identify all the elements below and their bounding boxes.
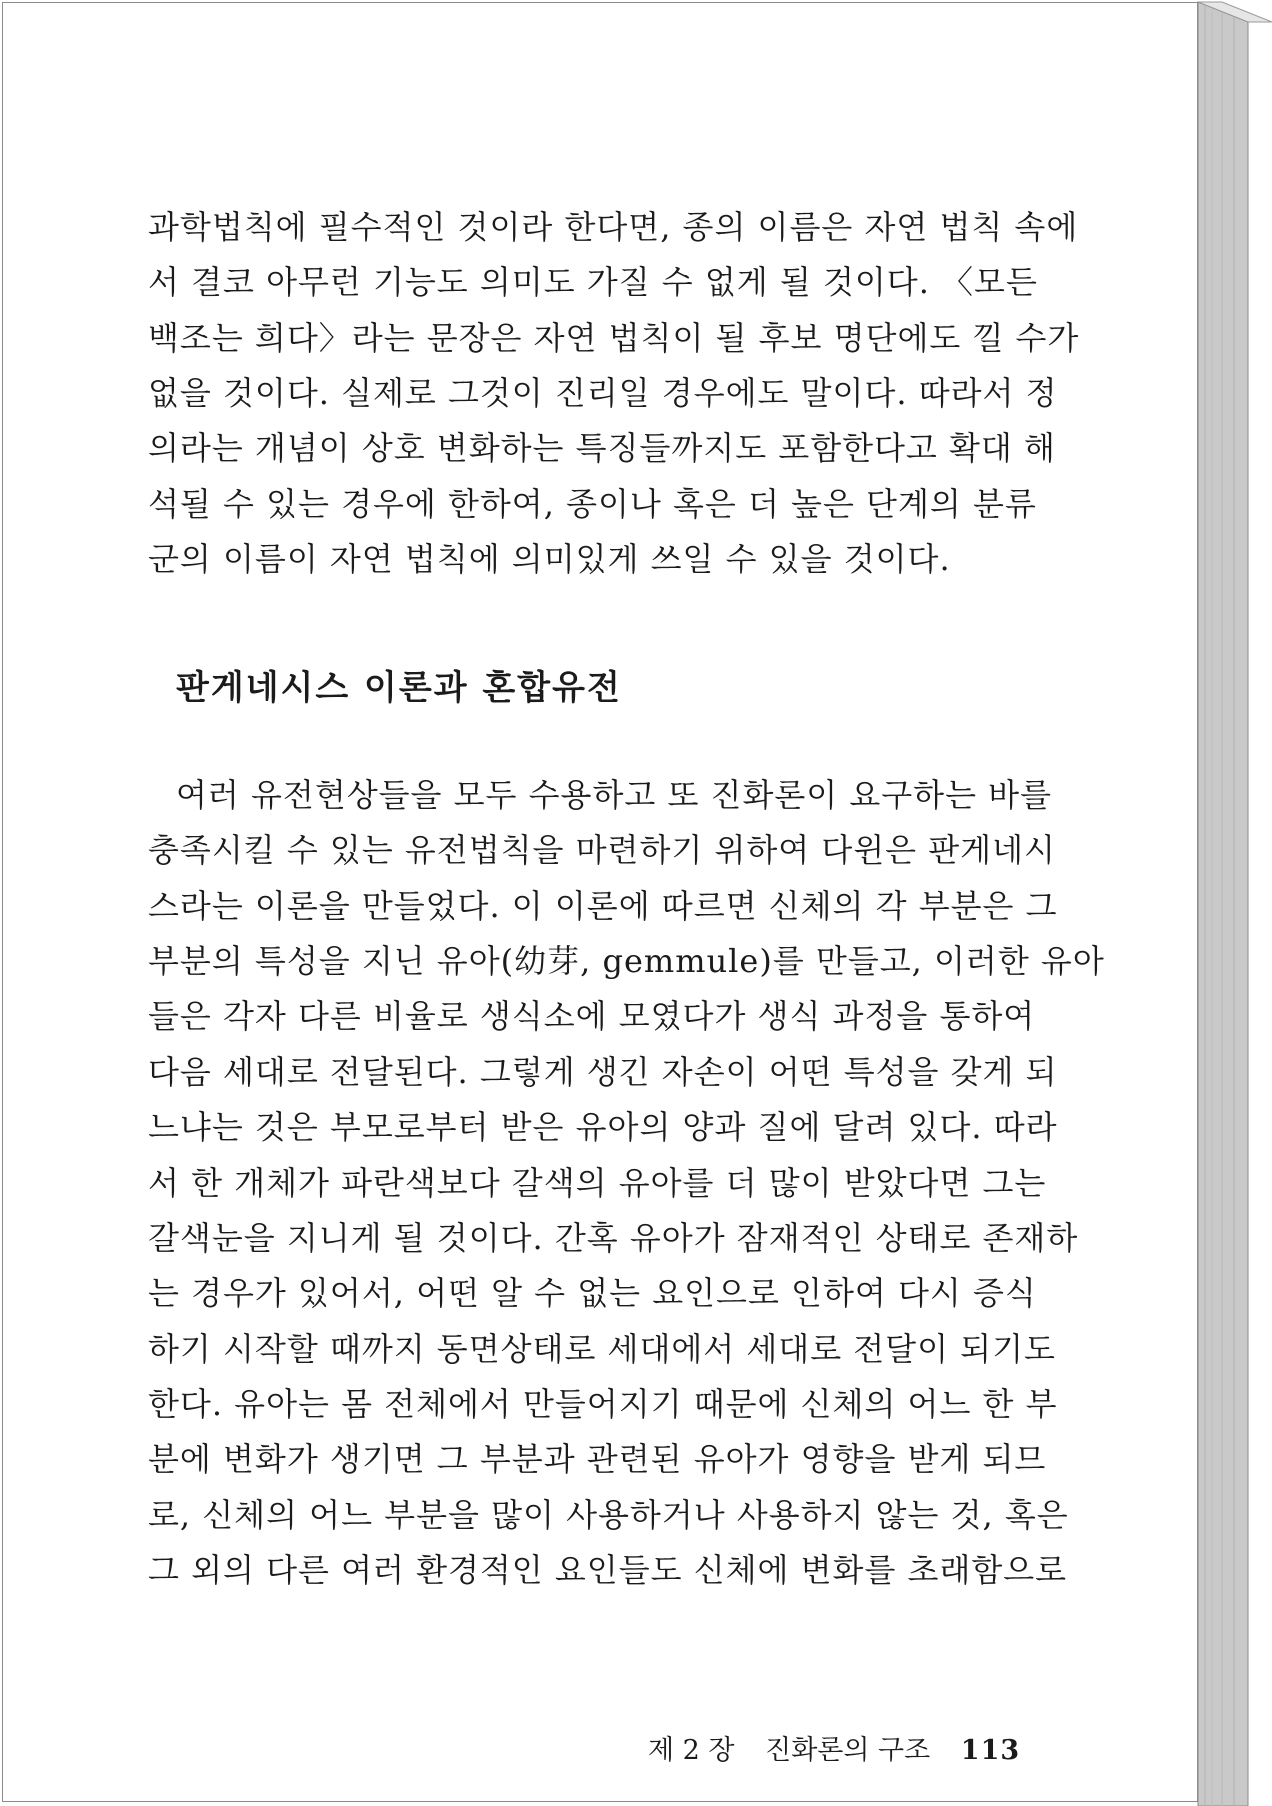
text-line: 의라는 개념이 상호 변화하는 특징들까지도 포함한다고 확대 해 — [148, 429, 1056, 468]
text-line: 서 한 개체가 파란색보다 갈색의 유아를 더 많이 받았다면 그는 — [148, 1163, 1047, 1202]
paragraph-continued — [148, 200, 1080, 588]
text-line: 그 외의 다른 여러 환경적인 요인들도 신체에 변화를 초래함으로 — [148, 1551, 1068, 1590]
section-body — [148, 768, 1105, 1598]
text-line: 백조는 희다〉라는 문장은 자연 법칙이 될 후보 명단에도 낄 수가 — [148, 318, 1080, 357]
chapter-label: 제 2 장 — [648, 1735, 735, 1766]
text-line: 서 결코 아무런 기능도 의미도 가질 수 없게 될 것이다. 〈모든 — [148, 263, 1038, 302]
text-line: 석될 수 있는 경우에 한하여, 종이나 혹은 더 높은 단계의 분류 — [148, 484, 1037, 523]
section-heading: 판게네시스 이론과 혼합유전 — [176, 668, 622, 708]
text-line: 과학법칙에 필수적인 것이라 한다면, 종의 이름은 자연 법칙 속에 — [148, 208, 1079, 246]
text-line: 로, 신체의 어느 부분을 많이 사용하거나 사용하지 않는 것, 혹은 — [148, 1495, 1069, 1534]
text-line: 부분의 특성을 지닌 유아(幼芽, gemmule)를 만들고, 이러한 유아 — [148, 942, 1105, 981]
text-line: 분에 변화가 생기면 그 부분과 관련된 유아가 영향을 받게 되므 — [148, 1440, 1047, 1479]
text-line: 다음 세대로 전달된다. 그렇게 생긴 자손이 어떤 특성을 갖게 되 — [148, 1052, 1058, 1091]
text-line: 하기 시작할 때까지 동면상태로 세대에서 세대로 전달이 되기도 — [148, 1329, 1056, 1368]
text-line: 여러 유전현상들을 모두 수용하고 또 진화론이 요구하는 바를 — [176, 776, 1053, 814]
text-line: 갈색눈을 지니게 될 것이다. 간혹 유아가 잠재적인 상태로 존재하 — [148, 1218, 1079, 1257]
text-line: 느냐는 것은 부모로부터 받은 유아의 양과 질에 달려 있다. 따라 — [148, 1108, 1058, 1147]
text-line: 충족시킬 수 있는 유전법칙을 마련하기 위하여 다윈은 판게네시 — [148, 831, 1056, 870]
text-line: 한다. 유아는 몸 전체에서 만들어지기 때문에 신체의 어느 한 부 — [148, 1384, 1058, 1423]
page-number: 113 — [960, 1735, 1021, 1766]
chapter-title: 진화론의 구조 — [765, 1735, 931, 1766]
page-footer — [648, 1728, 1020, 1767]
text-line: 들은 각자 다른 비율로 생식소에 모였다가 생식 과정을 통하여 — [148, 997, 1036, 1036]
text-line: 군의 이름이 자연 법칙에 의미있게 쓰일 수 있을 것이다. — [148, 540, 951, 579]
text-line: 없을 것이다. 실제로 그것이 진리일 경우에도 말이다. 따라서 정 — [148, 374, 1058, 413]
paragraph-1 — [148, 200, 1080, 588]
paragraph-2 — [148, 768, 1105, 1598]
text-line: 는 경우가 있어서, 어떤 알 수 없는 요인으로 인하여 다시 증식 — [148, 1274, 1037, 1313]
text-line: 스라는 이론을 만들었다. 이 이론에 따르면 신체의 각 부분은 그 — [148, 886, 1058, 925]
